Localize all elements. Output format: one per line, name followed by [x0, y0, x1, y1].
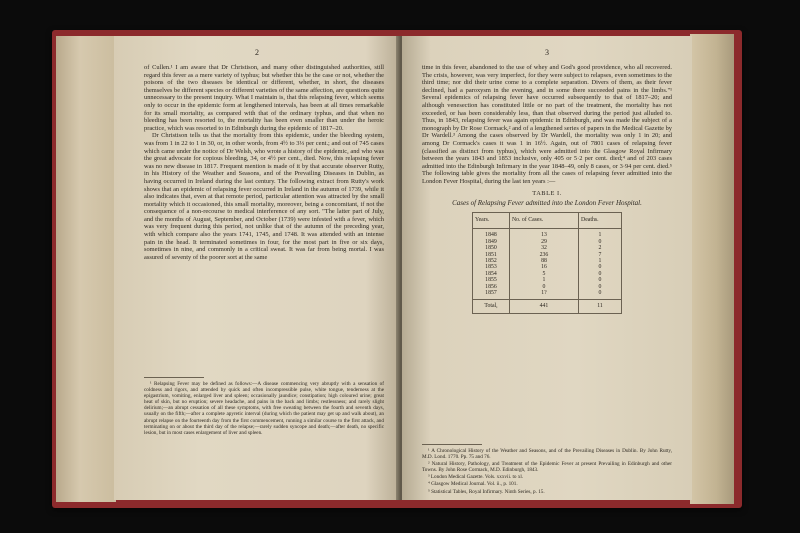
table-cell: 1854: [473, 271, 510, 277]
table-cell: 1856: [473, 284, 510, 290]
table-cell: 1849: [473, 239, 510, 245]
table-cell: 0: [579, 239, 622, 245]
table-title: Cases of Relapsing Fever admitted into the London Fever Hospital.: [452, 199, 642, 208]
table-cell: 1850: [473, 245, 510, 251]
table-cell: 1: [509, 277, 578, 283]
footnotes: [144, 381, 384, 437]
body-text: [422, 64, 672, 314]
left-page-edges: [56, 36, 116, 502]
table-cell: 29: [509, 239, 578, 245]
table-cell: 11: [579, 300, 622, 313]
table-cell: 2: [579, 245, 622, 251]
table-row: [473, 252, 622, 258]
table-cell: 5: [509, 271, 578, 277]
footnotes: [422, 448, 672, 496]
table-cell: 1853: [473, 264, 510, 270]
table-total-row: [473, 300, 622, 313]
table-cell: 1852: [473, 258, 510, 264]
paragraph: of Cullen.¹ I am aware that Dr Christison, and many other distinguished authorities, still regard this fever as a mere variety of typhus; but whether this be the case or not, whether the poisons of the two diseases be identical or different, whether, in short, the diseases themselves be different species or different varieties of the same affection, are questions quite unnecessary to the present inquiry. What I maintain is, that this relapsing fever, which seems only to occur in the epidemic form at lengthened intervals, has been at all times remarkable for its small mortality, as compared with that of the ordinary typhus, and that when no bleeding has been resorted to, the mortality has been even smaller than under the heroic practice, which was resorted to in Edinburgh during the epidemic of 1817–20.: [144, 64, 384, 132]
table-row: [473, 290, 622, 300]
table-cell: 0: [579, 284, 622, 290]
table-header: Deaths.: [579, 212, 622, 229]
footnote-rule: [422, 444, 482, 445]
footnote: ⁵ Statistical Tables, Royal Infirmary. Ninth Series, p. 15.: [428, 488, 545, 495]
page-number: 2: [255, 48, 259, 57]
footnote: ¹ A Chronological History of the Weather and Seasons, and of the Prevailing Diseases in Dublin. By John Rutty, M.D. Lond. 1770. Pp. 75 and 76.: [422, 448, 672, 461]
table-cell: 1: [579, 258, 622, 264]
table-cell: 13: [509, 229, 578, 239]
table-cell: 7: [579, 252, 622, 258]
table-cell: 1848: [473, 229, 510, 239]
footnote-rule: [144, 377, 204, 378]
table-cell: 1855: [473, 277, 510, 283]
table-cell: 88: [509, 258, 578, 264]
table-row: [473, 229, 622, 239]
table-cell: 1: [579, 229, 622, 239]
table-cell: 16: [509, 264, 578, 270]
table-caption: TABLE I.: [532, 189, 562, 197]
left-page: [114, 36, 400, 500]
paragraph: time in this fever, abandoned to the use of whey and God's good providence, who all recovered. The crisis, however, was very imperfect, for they were subject to relapses, even sometimes to the third time; nor did their urine come to a complete separation. Divers of them, as their fever declined, had a paroxysm in the evening, and in some there succeeded pains in the limbs."¹ Several epidemics of relapsing fever have occurred subsequently to that of 1817–20; and although venesection has constituted little or no part of the treatment, the mortality has not exceeded, or has been considerably less, than that observed during the period just alluded to. Thus, in 1843, relapsing fever was again epidemic in Edinburgh, and was made the subject of a monograph by Dr Rose Cormack,² and of a lengthened series of papers in the Medical Gazette by Dr Wardell.³ Among the cases observed by Dr Wardell, the mortality was only 1 in 20; and among Dr Cormack's cases it was 1 in 16½. Again, out of 7801 cases of relapsing fever (classified as distinct from typhus), which were admitted into the Glasgow Royal Infirmary between the years 1843 and 1853 inclusive, only 405 or 5·2 per cent. died;⁴ and of 203 cases admitted into the Edinburgh Infirmary in the year 1848–49, only 8 cases, or 3·94 per cent. died.⁵ The following table gives the mortality from all the cases of relapsing fever admitted into the London Fever Hospital, during the last ten years :—: [422, 64, 672, 185]
table-cell: 0: [579, 290, 622, 300]
table-cell: 0: [579, 271, 622, 277]
footnote: ¹ Relapsing Fever may be defined as follows:—A disease commencing very abruptly with a sensation of coldness and rigors, and attended by quick and often incompressible pulse, white tongue, tenderness at the epigastrium, vomiting, enlarged liver and spleen; occasionally jaundice; constipation; high coloured urine; great heat of skin, but no eruption; severe headache, and pains in the back and limbs; restlessness; and rarely slight delirium;—an abrupt cessation of all these symptoms, with free sweating between the fourth and seventh days, usually on the fifth;—after a complete apyretic interval (during which the patient may get up and walk about), an abrupt relapse on the fourteenth day from the first commencement, running a similar course to the first attack, and terminating on or about the third day of the relapse;—rarely sudden syncope and death;—after death, no specific lesion, but in most cases enlargement of liver and spleen.: [144, 381, 384, 436]
table-cell: 236: [509, 252, 578, 258]
table-cell: 441: [509, 300, 578, 313]
footnote: ⁴ Glasgow Medical Journal. Vol. ii., p. 101.: [428, 481, 518, 488]
mortality-table: [472, 212, 622, 314]
table-cell: 32: [509, 245, 578, 251]
table-cell: 1?: [509, 290, 578, 300]
right-page: [402, 36, 692, 500]
footnote: ² Natural History, Pathology, and Treatment of the Epidemic Fever at present Prevailing in Edinburgh and other Towns. By John Rose Cormack, M.D. Edinburgh, 1843.: [422, 461, 672, 474]
table-cell: 1851: [473, 252, 510, 258]
table-cell: 0: [579, 277, 622, 283]
footnote: ³ London Medical Gazette. Vols. xxxvii. to xl.: [428, 474, 524, 481]
table-cell: Total,: [473, 300, 510, 313]
table-header: Years.: [473, 212, 510, 229]
body-text: [144, 64, 384, 261]
table-cell: 0: [509, 284, 578, 290]
right-page-edges: [690, 34, 734, 504]
page-number: 3: [545, 48, 549, 57]
table-cell: 1857: [473, 290, 510, 300]
table-cell: 0: [579, 264, 622, 270]
paragraph: Dr Christison tells us that the mortality from this epidemic, under the bleeding system, was from 1 in 22 to 1 in 30, or, in other words, from 4½ to 3⅓ per cent.; and out of 745 cases which came under the notice of Dr Welsh, who wrote a history of the epidemic, and who was the great advocate for copious bleeding, 34, or 4½ per cent., died. Now, this relapsing fever was no new disease in 1817. Frequent mention is made of it by that accurate observer Rutty, in his History of the Weather and Seasons, and of the Prevailing Diseases in Dublin, as having occurred in Ireland during the last century. The following extract from Rutty's work shows that an epidemic of relapsing fever occurred in Ireland in the autumn of 1739, while it also indicates that, even at that remote period, particular attention was attracted by the small mortality which it occasioned, this small mortality, moreover, being a concomitant, if not the consequence of a non-recourse to medical interference of any sort. "The latter part of July, and the months of August, September, and October (1739) were infested with a fever, which was very frequent during this period, not unlike that of the autumn of the preceding year, with which compare also the years 1741, 1745, and 1748. It was attended with an intense pain in the head. It terminated sometimes in four, for the most part in five or six days, sometimes in nine, and commonly in a critical sweat. It was far from being mortal. I was assured of seventy of the poorer sort at the same: [144, 132, 384, 261]
table-header: No. of Cases.: [509, 212, 578, 229]
